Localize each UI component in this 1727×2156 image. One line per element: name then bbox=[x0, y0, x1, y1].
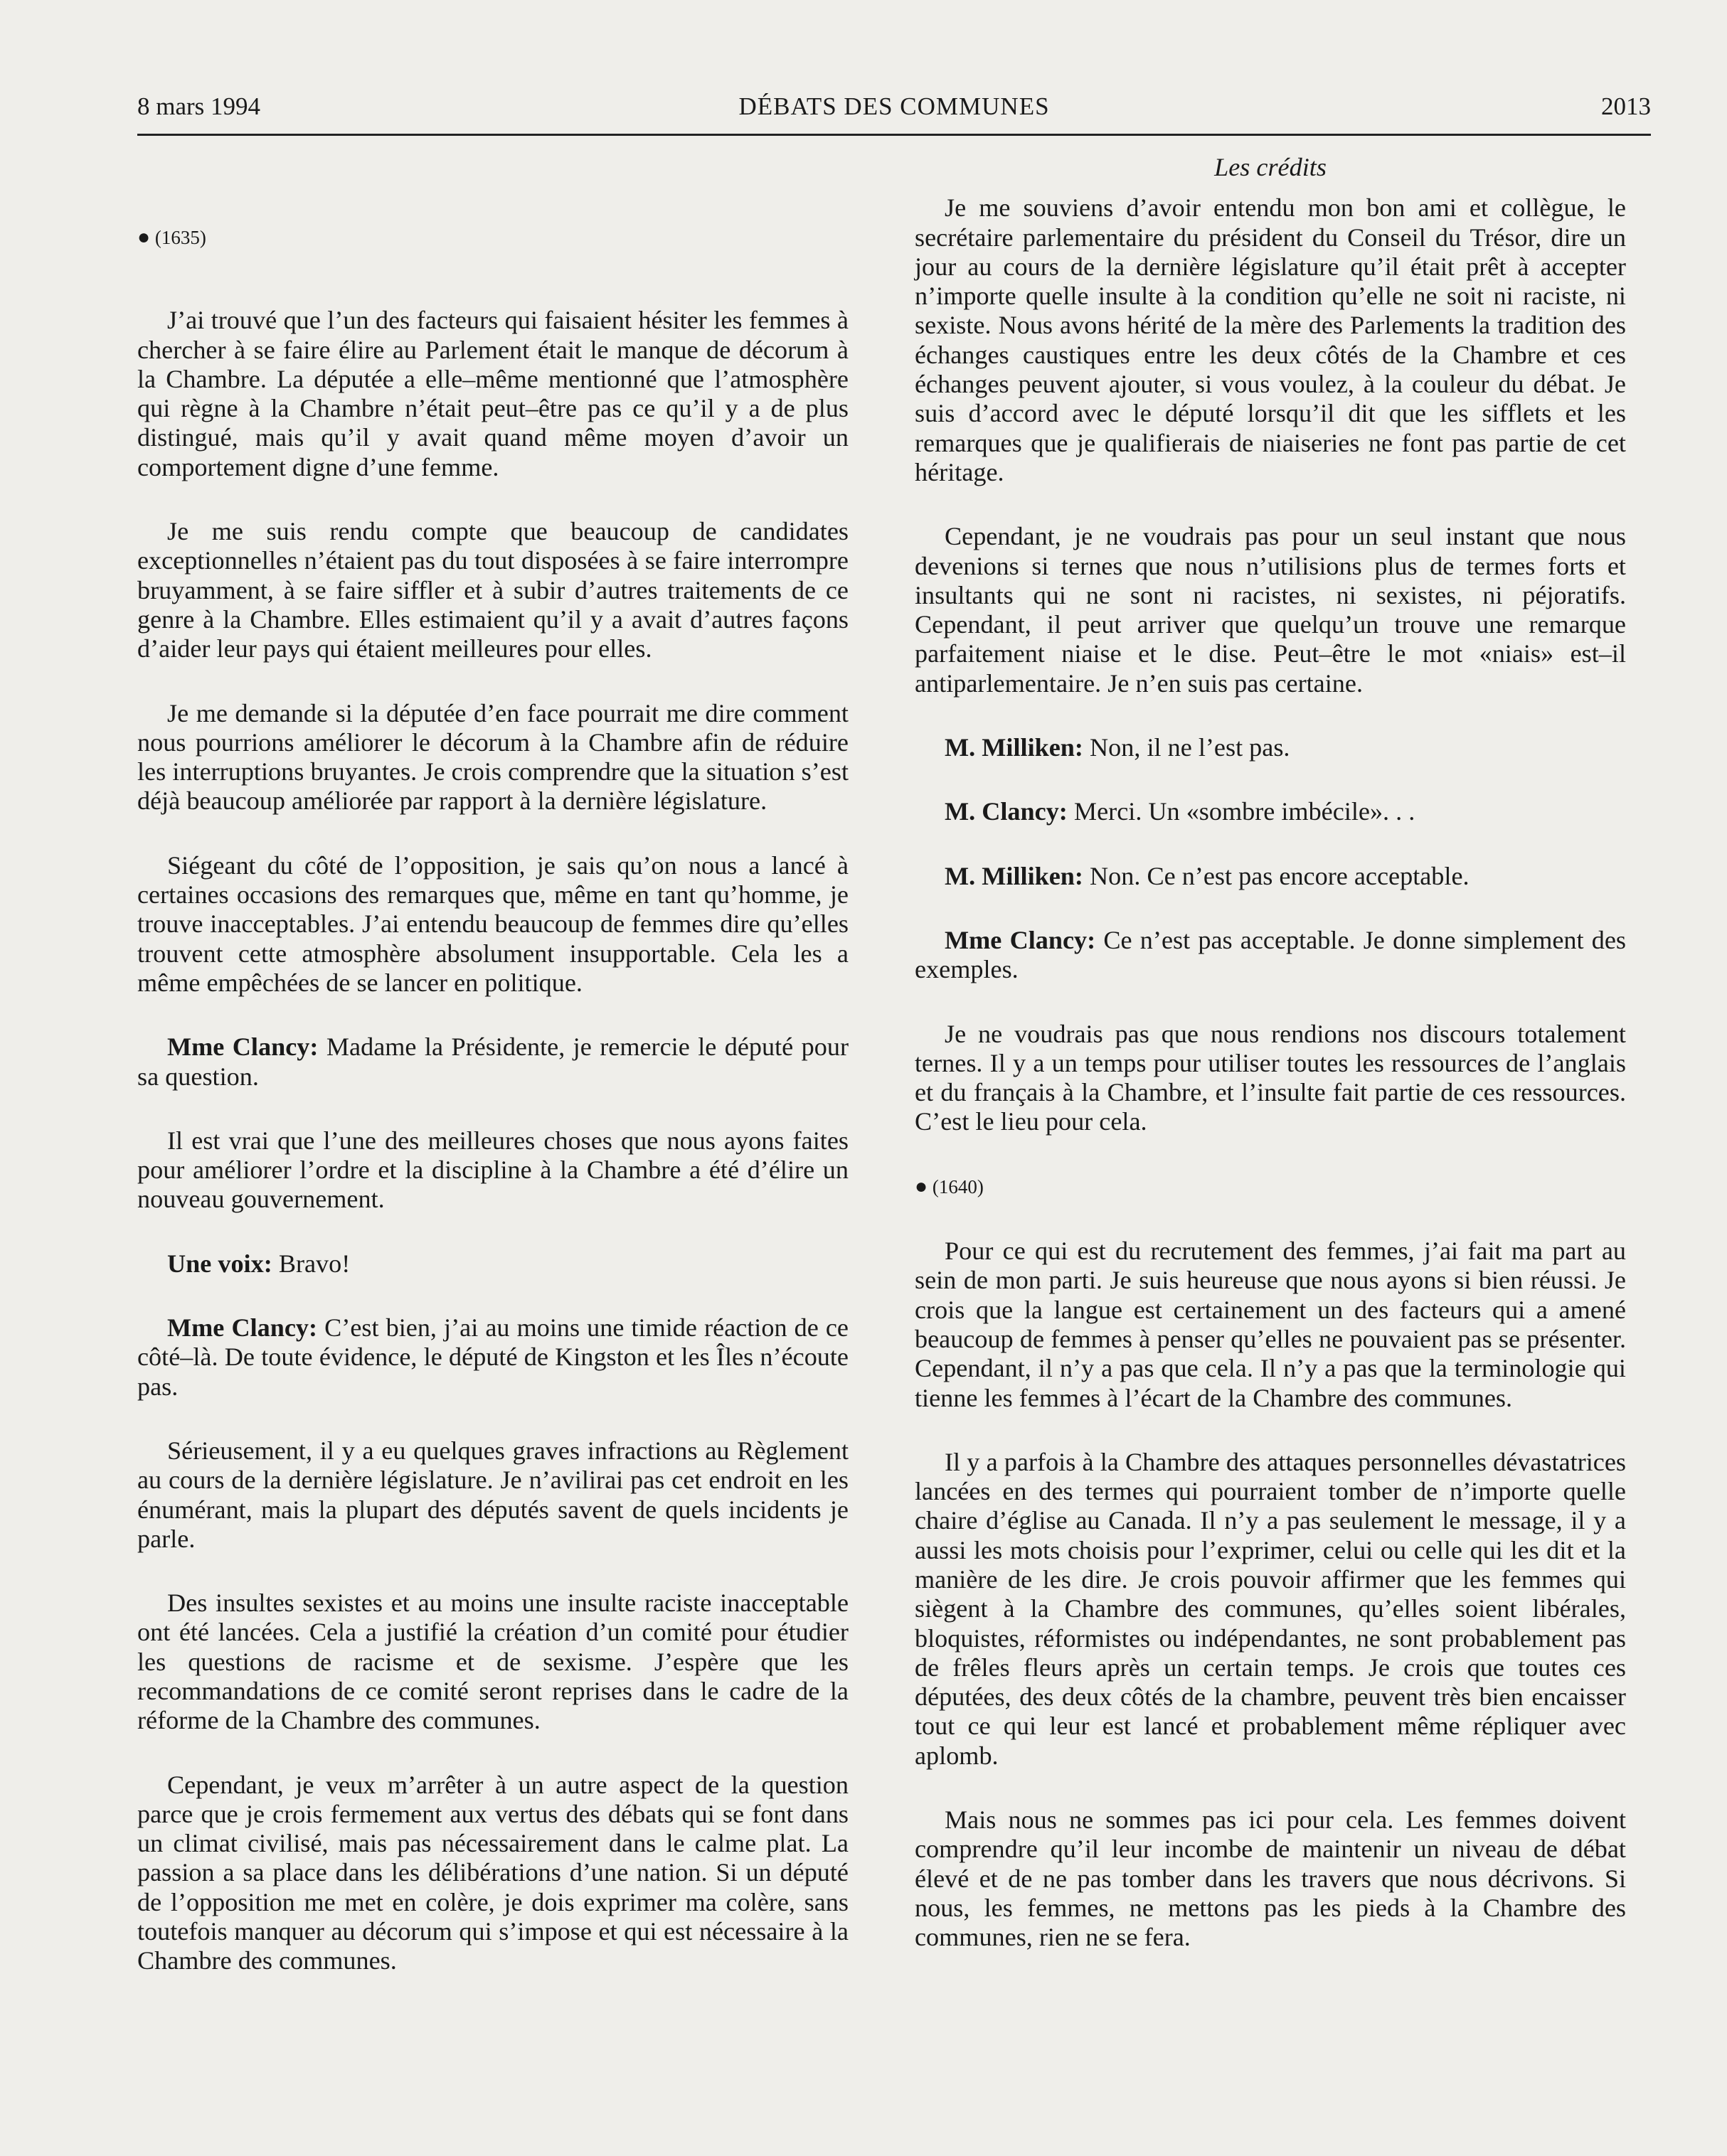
speech-paragraph: Une voix: Bravo! bbox=[167, 1249, 351, 1278]
paragraph: Sérieusement, il y a eu quelques graves infractions au Règlement au cours de la dernière législature. Je n’avilirai pas cet endroit en les énumérant, mais la plupart des députés savent de quels incidents je parle. bbox=[137, 1436, 849, 1553]
speaker-name: Une voix: bbox=[167, 1249, 272, 1278]
speaker-name: Mme Clancy: bbox=[167, 1313, 318, 1343]
speaker-name: M. Milliken: bbox=[945, 861, 1083, 890]
speech-paragraph: M. Milliken: Non, il ne l’est pas. bbox=[945, 733, 1290, 762]
speech-paragraph: Mme Clancy: Ce n’est pas acceptable. Je donne simplement des exemples. bbox=[915, 925, 1627, 984]
speech-paragraph: M. Clancy: Merci. Un «sombre imbécile». . . bbox=[945, 797, 1415, 826]
left-column bbox=[137, 153, 849, 1976]
speech-paragraph: Mme Clancy: C’est bien, j’ai au moins une timide réaction de ce côté–là. De toute évidence, le député de Kingston et les Îles n’écoute pas. bbox=[137, 1313, 849, 1401]
paragraph: Il est vrai que l’une des meilleures choses que nous ayons faites pour améliorer l’ordre et la discipline à la Chambre a été d’élire un nouveau gouvernement. bbox=[137, 1126, 849, 1214]
bullet-icon: ● bbox=[915, 1174, 928, 1198]
speech-paragraph: Mme Clancy: Madame la Présidente, je remercie le député pour sa question. bbox=[137, 1032, 849, 1091]
paragraph: Je ne voudrais pas que nous rendions nos discours totalement ternes. Il y a un temps pour utiliser toutes les ressources de l’anglais et du français à la Chambre, et l’insulte fait partie de ces ressources. C’est le lieu pour cela. bbox=[915, 1019, 1626, 1136]
paragraph: Siégeant du côté de l’opposition, je sais qu’on nous a lancé à certaines occasions des remarques que, même en tant qu’homme, je trouve inacceptables. J’ai entendu beaucoup de femmes dire qu’elles trouvent cette atmosphère absolument insupportable. Cela les a même empêchées de se lancer en politique. bbox=[137, 850, 849, 997]
header-date: 8 mars 1994 bbox=[137, 92, 261, 120]
right-column bbox=[915, 153, 1626, 1953]
page-header bbox=[137, 88, 1651, 136]
speaker-name: Mme Clancy: bbox=[945, 925, 1096, 954]
speech-paragraph: M. Milliken: Non. Ce n’est pas encore acceptable. bbox=[945, 861, 1470, 890]
paragraph: Pour ce qui est du recrutement des femmes, j’ai fait ma part au sein de mon parti. Je suis heureuse que nous ayons si bien réussi. Je crois que la langue est certainement un des facteurs qui a amené beaucoup de femmes à penser qu’elles ne pouvaient pas se présenter. Cependant, il n’y a pas que cela. Il n’y a pas que la terminologie qui tienne les femmes à l’écart de la Chambre des communes. bbox=[915, 1237, 1626, 1412]
page-number: 2013 bbox=[1601, 92, 1651, 120]
speaker-name: M. Milliken: bbox=[945, 733, 1083, 762]
paragraph: Je me souviens d’avoir entendu mon bon ami et collègue, le secrétaire parlementaire du président du Conseil du Trésor, dire un jour au cours de la dernière législature qu’il était prêt à accepter n’importe quelle insulte à la condition qu’elle ne soit ni raciste, ni sexiste. Nous avons hérité de la mère des Parlements la tradition des échanges caustiques entre les deux côtés de la Chambre et ces échanges peuvent ajouter, si vous voulez, à la couleur du débat. Je suis d’accord avec le député lorsqu’il dit que les sifflets et les remarques que je qualifierais de niaiseries ne font pas partie de cet héritage. bbox=[915, 193, 1626, 486]
time-stamp: ● (1640) bbox=[915, 1174, 984, 1198]
paragraph: J’ai trouvé que l’un des facteurs qui faisaient hésiter les femmes à chercher à se faire élire au Parlement était le manque de décorum à la Chambre. La députée a elle–même mentionné que l’atmosphère qui règne à la Chambre n’était peut–être pas ce qu’il y a de plus distingué, mais qu’il y avait quand même moyen d’avoir un comportement digne d’une femme. bbox=[137, 306, 849, 481]
paragraph: Des insultes sexistes et au moins une insulte raciste inacceptable ont été lancées. Cela a justifié la création d’un comité pour étudier les questions de racisme et de sexisme. J’espère que les recommandations de ce comité seront reprises dans le cadre de la réforme de la Chambre des communes. bbox=[137, 1589, 849, 1735]
paragraph: Je me demande si la députée d’en face pourrait me dire comment nous pourrions améliorer le décorum à la Chambre afin de réduire les interruptions bruyantes. Je crois comprendre que la situation s’est déjà beaucoup améliorée par rapport à la dernière législature. bbox=[137, 698, 849, 816]
speaker-name: M. Clancy: bbox=[945, 797, 1068, 826]
speaker-name: Mme Clancy: bbox=[167, 1032, 319, 1062]
time-stamp: ● (1635) bbox=[137, 225, 206, 249]
paragraph: Je me suis rendu compte que beaucoup de candidates exceptionnelles n’étaient pas du tout disposées à se faire interrompre bruyamment, à se faire siffler et à subir d’autres traitements de ce genre à la Chambre. Elles estimaient qu’il y a avait d’autres façons d’aider leur pays qui étaient meilleures pour elles. bbox=[137, 517, 849, 663]
section-title: Les crédits bbox=[1214, 153, 1327, 181]
bullet-icon: ● bbox=[137, 225, 151, 249]
paragraph: Mais nous ne sommes pas ici pour cela. Les femmes doivent comprendre qu’il leur incombe de maintenir un niveau de débat élevé et de ne pas tomber dans les travers que nous décrivons. Si nous, les femmes, ne mettons pas les pieds à la Chambre des communes, rien ne se fera. bbox=[915, 1805, 1626, 1952]
header-title: DÉBATS DES COMMUNES bbox=[738, 92, 1050, 120]
paragraph: Cependant, je veux m’arrêter à un autre aspect de la question parce que je crois fermement aux vertus des débats qui se font dans un climat civilisé, mais pas nécessairement dans le calme plat. La passion a sa place dans les délibérations d’une nation. Si un député de l’opposition me met en colère, je dois exprimer ma colère, sans toutefois manquer au décorum qui s’impose et qui est nécessaire à la Chambre des communes. bbox=[137, 1770, 849, 1975]
paragraph: Cependant, je ne voudrais pas pour un seul instant que nous devenions si ternes que nous n’utilisions plus de termes forts et insultants qui ne sont ni racistes, ni sexistes, ni péjoratifs. Cependant, il peut arriver que quelqu’un trouve une remarque parfaitement niaise et le dise. Peut–être le mot «niais» est–il antiparlementaire. Je n’en suis pas certaine. bbox=[915, 522, 1626, 698]
paragraph: Il y a parfois à la Chambre des attaques personnelles dévastatrices lancées en des termes qui pourraient tomber de n’importe quelle chaire d’église au Canada. Il n’y a pas seulement le message, il y a aussi les mots choisis pour l’exprimer, celui ou celle qui les dit et la manière de les dire. Je crois pouvoir affirmer que les femmes qui siègent à la Chambre des communes, qu’elles soient libérales, bloquistes, réformistes ou indépendantes, ne sont probablement pas de frêles fleurs après un certain temps. Je crois que toutes ces députées, des deux côtés de la chambre, peuvent très bien encaisser tout ce qui leur est lancé et probablement même répliquer avec aplomb. bbox=[915, 1447, 1626, 1770]
